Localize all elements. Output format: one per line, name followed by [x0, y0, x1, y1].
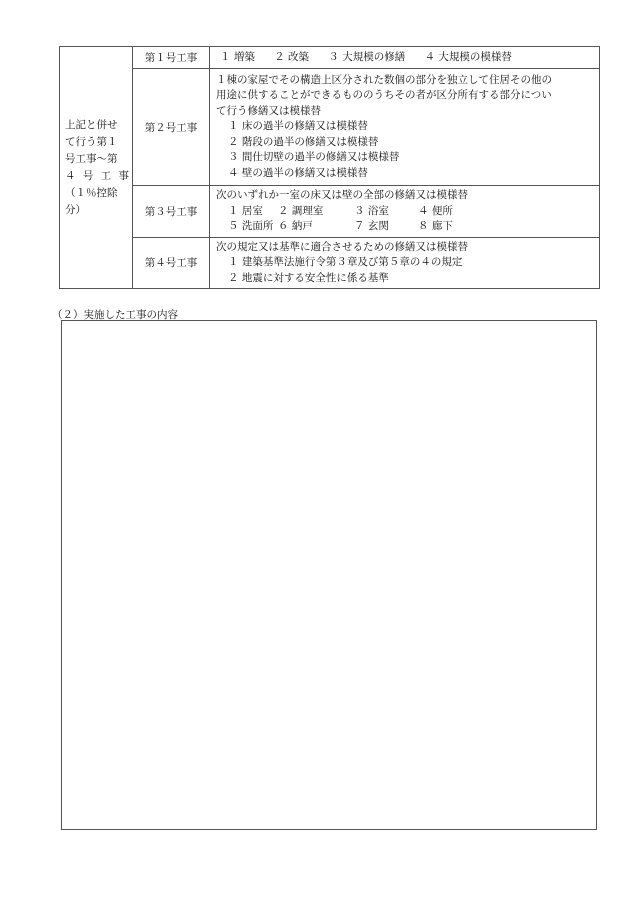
intro-line: １棟の家屋でその構造上区分された数個の部分を独立して住居その他の [216, 73, 552, 86]
work-type-label: 第２号工事 [133, 69, 210, 186]
list-item: １ 居室 [228, 204, 263, 217]
category-line: （１％控除 [65, 186, 118, 199]
intro-line: 用途に供することができるもののうちその者が区分所有する部分につい [216, 89, 552, 102]
list-item: ７ 玄関 [354, 220, 389, 232]
work-type-label: 第１号工事 [133, 47, 210, 69]
section-heading: （２）実施した工事の内容 [52, 309, 178, 321]
category-line: ４ 号 工 事 [65, 169, 132, 182]
table-row [60, 47, 600, 69]
intro-line: 次の規定又は基準に適合させるための修繕又は模様替 [216, 240, 468, 253]
list-item: ３ 浴室 [354, 204, 389, 217]
category-line: 号工事～第 [65, 152, 118, 165]
intro-line: 次のいずれか一室の床又は壁の全部の修繕又は模様替 [216, 189, 468, 201]
work-type-description [210, 47, 600, 69]
list-item: １ 床の過半の修繕又は模様替 [228, 120, 368, 133]
work-type-description [210, 237, 600, 289]
list-item: ４ 大規模の模様替 [424, 50, 512, 63]
category-cell [60, 47, 133, 289]
list-item: １ 建築基準法施行令第３章及び第５章の４の規定 [228, 256, 463, 268]
list-item: ４ 壁の過半の修繕又は模様替 [228, 166, 368, 179]
list-item: ６ 納戸 [278, 220, 313, 232]
work-type-label: 第３号工事 [133, 186, 210, 238]
list-item: １ 増築 [220, 50, 255, 63]
table-row [60, 186, 600, 238]
list-item: ２ 調理室 [278, 204, 324, 217]
work-type-label: 第４号工事 [133, 237, 210, 289]
list-item: ３ 大規模の修繕 [328, 50, 406, 63]
list-item: ３ 間仕切壁の過半の修繕又は模様替 [228, 151, 400, 164]
list-item: ４ 便所 [418, 204, 453, 217]
table-row [60, 69, 600, 186]
table-row [60, 237, 600, 289]
category-line: 分） [65, 203, 86, 216]
list-item: ２ 改築 [274, 50, 310, 63]
intro-line: て行う修繕又は模様替 [216, 104, 321, 117]
work-type-description [210, 186, 600, 238]
list-item: ５ 洗面所 [228, 220, 274, 232]
list-item: ８ 廊下 [418, 220, 453, 232]
list-item: ２ 地震に対する安全性に係る基準 [228, 271, 389, 284]
room-items-row [216, 204, 593, 220]
category-line: て行う第１ [65, 135, 118, 148]
list-item: ２ 階段の過半の修繕又は模様替 [228, 135, 379, 148]
work-type-description [210, 69, 600, 186]
room-items-row [216, 219, 593, 235]
category-line: 上記と併せ [65, 118, 118, 131]
work-type-table [59, 46, 600, 289]
work-content-field[interactable] [61, 320, 597, 830]
